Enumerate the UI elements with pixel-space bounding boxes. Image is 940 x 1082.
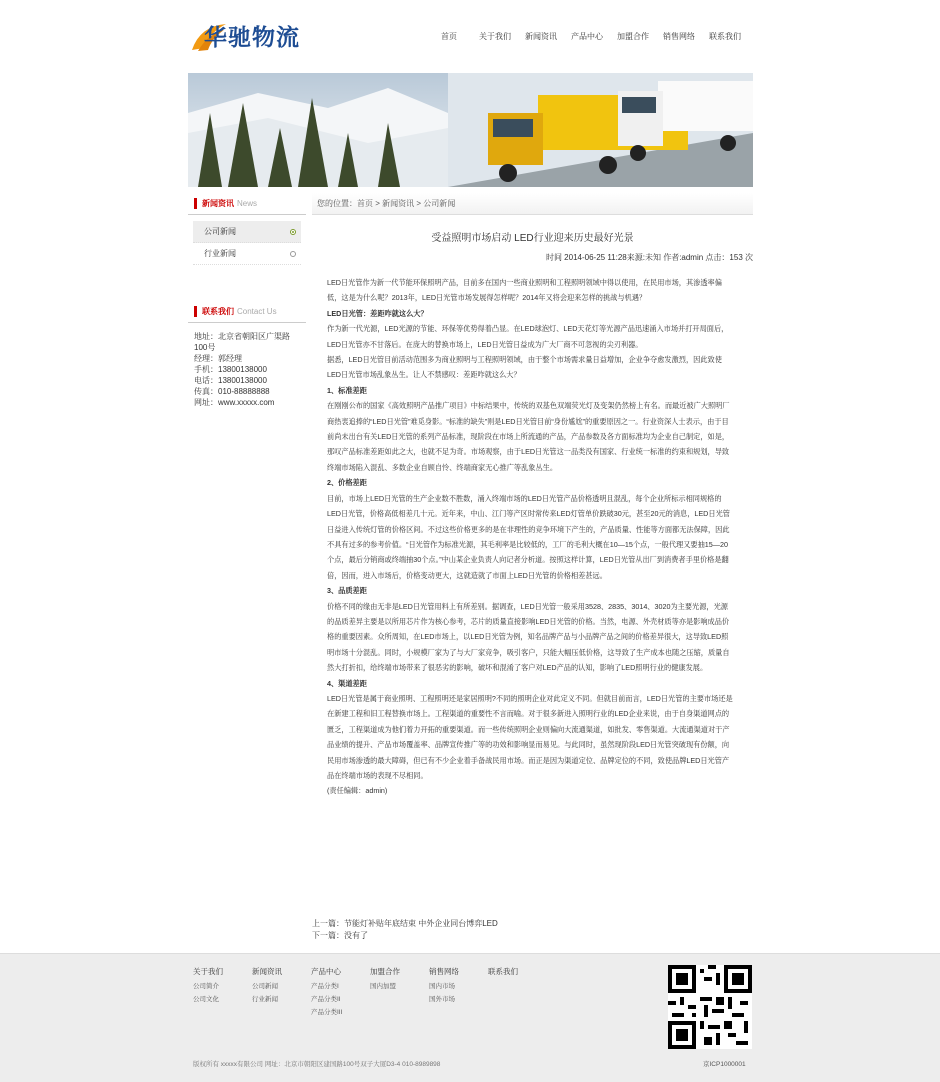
main-nav	[426, 31, 748, 45]
main-content	[312, 193, 753, 799]
footer-column-title[interactable]: 关于我们	[193, 967, 223, 976]
title-bar-icon	[194, 306, 197, 317]
sidebar-item-industry-news[interactable]	[193, 243, 301, 265]
contact-line: 手机：13800138000	[194, 365, 267, 374]
header	[0, 0, 940, 73]
article-paragraph: LED日光管作为新一代节能环保照明产品，目前多在国内一些商业照明和工程照明领域中得以使用，在民用市场，其渗透率偏低，这是为什么呢？2013年，LED日光管市场发展得怎样呢？2014年又将会迎来怎样的挑战与机遇？	[327, 278, 722, 303]
article-paragraph: 据悉，LED日光管目前活动范围多为商业照明与工程照明领域，由于整个市场需求量日益增加，企业争夺愈发激烈，因此致使LED日光管市场乱象丛生。让人不禁感叹：差距咋就这么大？	[327, 355, 722, 380]
contact-line: 电话：13800138000	[194, 376, 267, 385]
prev-article-link[interactable]: 上一篇：节能灯补贴年底结束 中外企业同台博弈LED	[312, 919, 498, 928]
copyright-text: 版权所有 xxxxx有限公司 网址：北京市朝阳区建国路100号双子大厦D3-4 010-8989898	[193, 1061, 441, 1068]
footer-column	[370, 966, 429, 1019]
footer-column	[193, 966, 252, 1019]
contact-line: 经理：郭经理	[194, 354, 242, 363]
article-paragraph: 目前，市场上LED日光管的生产企业数不胜数，涌入终端市场的LED日光管产品价格透明且混乱，每个企业所标示相同规格的LED日光管，价格高低相差几十元。近年来，中山、江门等产区时常传来LED灯管单价跌破30元，甚至20元的消息，LED日光管日益进入传统灯管的价格区间。不过这些价格更多的是在非理性的竞争环境下产生的，产品质量、性能等方面都无法保障，因此不具有过多的参考价值。“日光管作为标准光源，其毛利率是比较低的，工厂的毛利大概在10—15个点，一般代理又要抽15—20个点，最后分销商或终端抽30个点。”中山某企业负责人向记者分析道。按照这样计算，LED日光管从出厂到消费者手里价格是翻倍，因而，进入市场后，价格变动更大，这就造就了市面上LED日光管的价格相差甚远。	[327, 493, 730, 580]
footer-column	[311, 966, 370, 1019]
footer-column-title[interactable]: 新闻资讯	[252, 967, 282, 976]
footer-column	[429, 966, 488, 1019]
footer-link[interactable]: 公司简介	[193, 983, 219, 990]
banner-trucks-illustration	[188, 73, 753, 187]
brand-name[interactable]: 华驰物流	[204, 25, 300, 51]
article-paragraph: LED日光管是属于商业照明、工程照明还是家居照明?不同的照明企业对此定义不同。但就目前而言，LED日光管的主要市场还是在新建工程和旧工程替换市场上。工程渠道的重要性不言而喻。对于很多新进入照明行业的LED企业来说，由于自身渠道网点的匮乏，工程渠道成为他们着力开拓的重要渠道。而一些传统照明企业则偏向大流通渠道，如批发、零售渠道。大流通渠道对于产品业绩的提升、产品市场覆盖率、品牌宣传推广等的功效和影响显而易见。与此同时，虽然现阶段LED日光管突破现有份额，向民用市场渗透的最大障碍，但已有不少企业着手备战民用市场。而正是因为渠道定位、品牌定位的不同，致使品牌LED日光管产品在终端市场的表现不尽相同。	[327, 693, 733, 780]
footer-link[interactable]: 国内加盟	[370, 983, 396, 990]
footer-column-title[interactable]: 联系我们	[488, 967, 518, 976]
article-paragraph: 作为新一代光源，LED光源的节能、环保等优势得着凸显。在LED球泡灯、LED天花灯等光源产品迅速涌入市场并打开局面后，LED日光管亦不甘落后。在庞大的替换市场上，LED日光管日益成为广大厂商不可忽视的尖刃利器。	[327, 324, 729, 349]
contact-box	[188, 301, 306, 416]
nav-item-0[interactable]: 首页	[441, 32, 457, 41]
footer-link[interactable]: 公司新闻	[252, 983, 278, 990]
sidebar	[188, 193, 306, 416]
article-title: 受益照明市场启动 LED行业迎来历史最好光景	[431, 233, 634, 244]
article-paragraph: 价格不同的缘由无非是LED日光管用料上有所差别。据调查，LED日光管一般采用3528、2835、3014、3020为主要光源，光源的品质差异主要是以所用芯片作为核心参考，芯片的质量直接影响LED日光管的价格。当然，电源、外壳材质等亦是影响成品价格的重要因素。众所周知，在LED市场上，以LED日光管为例，知名品牌产品与小品牌产品之间的价格差异很大，这导致LED照明市场十分混乱。同时，小规模厂家为了与大厂家竞争，吸引客户，只能大幅压低价格，这导致了生产成本也随之压缩，质量自然大打折扣，给终端市场带来了很恶劣的影响，破坏和混淆了客户对LED产品的认知，影响了LED照明行业的健康发展。	[327, 601, 730, 673]
footer-link[interactable]: 国内市场	[429, 983, 455, 990]
title-bar-icon	[194, 198, 197, 209]
footer-column-title[interactable]: 销售网络	[429, 967, 459, 976]
nav-item-1[interactable]: 关于我们	[479, 32, 511, 41]
footer-column	[252, 966, 311, 1019]
news-title-cn: 新闻资讯	[202, 199, 234, 208]
contact-line: 传真：010-88888888	[194, 387, 270, 396]
footer-column	[488, 966, 547, 1019]
contact-line: 网址：www.xxxxx.com	[194, 398, 275, 407]
contact-info	[188, 323, 306, 416]
qr-code-icon	[668, 965, 752, 1049]
sidebar-item-label: 公司新闻	[204, 227, 236, 236]
news-menu	[188, 215, 306, 271]
footer-link[interactable]: 产品分类III	[311, 1009, 343, 1016]
bullet-icon	[290, 251, 296, 257]
article-meta: 时间 2014-06-25 11:28来源:未知 作者:admin 点击：153 次	[545, 253, 753, 262]
nav-item-3[interactable]: 产品中心	[571, 32, 603, 41]
editor-line: (责任编辑：admin)	[327, 786, 388, 796]
nav-item-6[interactable]: 联系我们	[709, 32, 741, 41]
article-subheading: 1、标准差距	[327, 385, 367, 395]
footer-column-title[interactable]: 产品中心	[311, 967, 341, 976]
article-body	[312, 275, 753, 799]
breadcrumb: 您的位置：首页 > 新闻资讯 > 公司新闻	[312, 193, 753, 215]
banner-image	[188, 73, 753, 187]
article-subheading: 4、渠道差距	[327, 678, 367, 688]
contact-title-en: Contact Us	[237, 307, 277, 316]
sidebar-item-company-news[interactable]	[193, 221, 301, 243]
prev-next-links	[312, 918, 498, 942]
footer-links	[193, 966, 547, 1019]
footer-link[interactable]: 产品分类I	[311, 983, 339, 990]
footer-link[interactable]: 行业新闻	[252, 996, 278, 1003]
icp-number: 京ICP1000001	[703, 1061, 746, 1068]
news-section-title	[188, 193, 306, 215]
next-article-link[interactable]: 下一篇：没有了	[312, 931, 368, 940]
news-title-en: News	[237, 199, 258, 208]
footer-column-title[interactable]: 加盟合作	[370, 967, 400, 976]
article-subheading: 3、品质差距	[327, 586, 367, 596]
contact-title-cn: 联系我们	[202, 307, 234, 316]
article-subheading: LED日光管：差距咋就这么大？	[327, 308, 428, 318]
contact-line: 地址：北京省朝阳区广渠路100号	[194, 332, 290, 352]
article-paragraph: 在刚刚公布的国家《高效照明产品推广项目》中标结果中，传统的双基色双端荧光灯及变架仍然榜上有名。而最近被广大照明厂商热衷追捧的“LED日光管”难觅身影。“标准的缺失”则是LED日光管目前“身份尴尬”的重要原因之一。行业资深人士表示，由于目前尚未出台有关LED日光管的系列产品标准，现阶段在市场上所流通的产品，产品参数及各方面标准均为企业自己制定，如是，那叹产品标准差距如此之大，也就不足为奇。市场观察，由于LED日光管这一品类没有国家、行业统一标准的约束和规划，导致终端市场陷入混乱、多数企业自顾自怜、终端商家无心推广等乱象丛生。	[327, 401, 730, 472]
footer	[0, 953, 940, 1082]
nav-item-2[interactable]: 新闻资讯	[525, 32, 557, 41]
article-subheading: 2、价格差距	[327, 478, 367, 488]
footer-link[interactable]: 产品分类II	[311, 996, 341, 1003]
contact-section-title	[188, 301, 306, 323]
nav-item-5[interactable]: 销售网络	[663, 32, 695, 41]
footer-link[interactable]: 公司文化	[193, 996, 219, 1003]
sidebar-item-label: 行业新闻	[204, 249, 236, 258]
footer-link[interactable]: 国外市场	[429, 996, 455, 1003]
nav-item-4[interactable]: 加盟合作	[617, 32, 649, 41]
bullet-icon	[290, 229, 296, 235]
